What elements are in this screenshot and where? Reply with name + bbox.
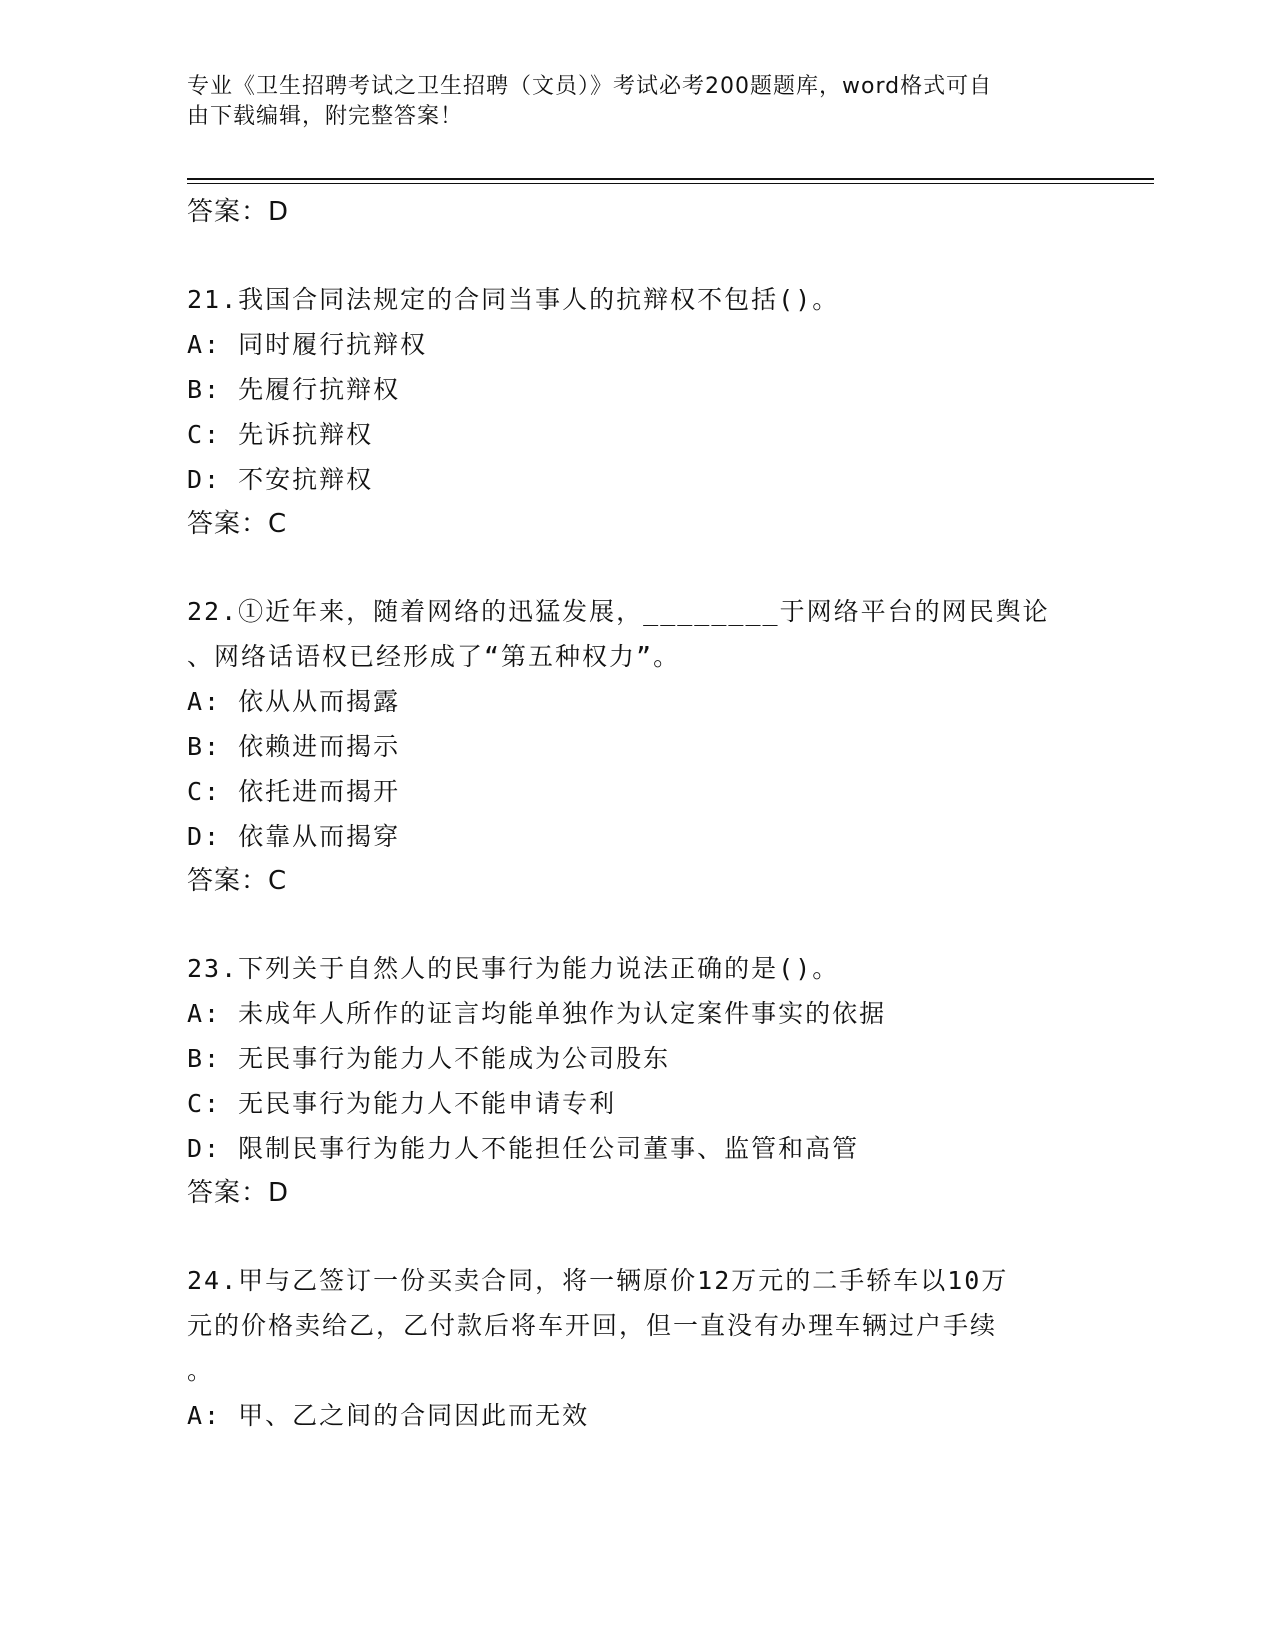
question-block [187,1258,1087,1438]
question-block [187,589,1087,904]
question-stem-line: 22.①近年来，随着网络的迅猛发展，________于网络平台的网民舆论 [187,597,1050,626]
option-c: C: 先诉抗辩权 [187,420,374,449]
option-a: A: 同时履行抗辩权 [187,330,428,359]
question-stem [187,277,1067,322]
option-d: D: 不安抗辩权 [187,465,374,494]
question-stem-line: 元的价格卖给乙，乙付款后将车开回，但一直没有办理车辆过户手续 [187,1311,998,1340]
option-b: B: 先履行抗辩权 [187,375,401,404]
spacer [187,547,1087,589]
header-divider [187,178,1154,180]
option-b: B: 无民事行为能力人不能成为公司股东 [187,1044,671,1073]
question-stem-line: 23.下列关于自然人的民事行为能力说法正确的是()。 [187,954,840,983]
answer-line: 答案：C [187,866,288,896]
option-a: A: 未成年人所作的证言均能单独作为认定案件事实的依据 [187,999,887,1028]
spacer [187,235,1087,277]
answer-line: 答案：D [187,197,290,227]
question-stem-line: 24.甲与乙签订一份买卖合同，将一辆原价12万元的二手轿车以10万 [187,1266,1009,1295]
header-title-line-2: 由下载编辑，附完整答案！ [187,104,464,129]
option-d: D: 限制民事行为能力人不能担任公司董事、监管和高管 [187,1134,860,1163]
question-stem-line: 21.我国合同法规定的合同当事人的抗辩权不包括()。 [187,285,840,314]
question-block [187,946,1087,1216]
answer-line: 答案：D [187,1178,290,1208]
question-block [187,277,1087,547]
question-stem [187,946,1067,991]
document-header [187,72,1067,132]
question-list [187,190,1087,1438]
spacer [187,904,1087,946]
option-b: B: 依赖进而揭示 [187,732,401,761]
option-d: D: 依靠从而揭穿 [187,822,401,851]
header-divider-thin [187,183,1154,184]
question-stem-line: 。 [187,1356,215,1385]
option-c: C: 依托进而揭开 [187,777,401,806]
spacer [187,1216,1087,1258]
answer-line: 答案：C [187,509,288,539]
option-c: C: 无民事行为能力人不能申请专利 [187,1089,617,1118]
question-stem [187,1258,1067,1393]
option-a: A: 依从从而揭露 [187,687,401,716]
question-stem [187,589,1067,679]
question-stem-line: 、网络话语权已经形成了“第五种权力”。 [187,642,681,671]
option-a: A: 甲、乙之间的合同因此而无效 [187,1401,590,1430]
header-title-line-1: 专业《卫生招聘考试之卫生招聘（文员）》考试必考200题题库，word格式可自 [187,74,993,99]
